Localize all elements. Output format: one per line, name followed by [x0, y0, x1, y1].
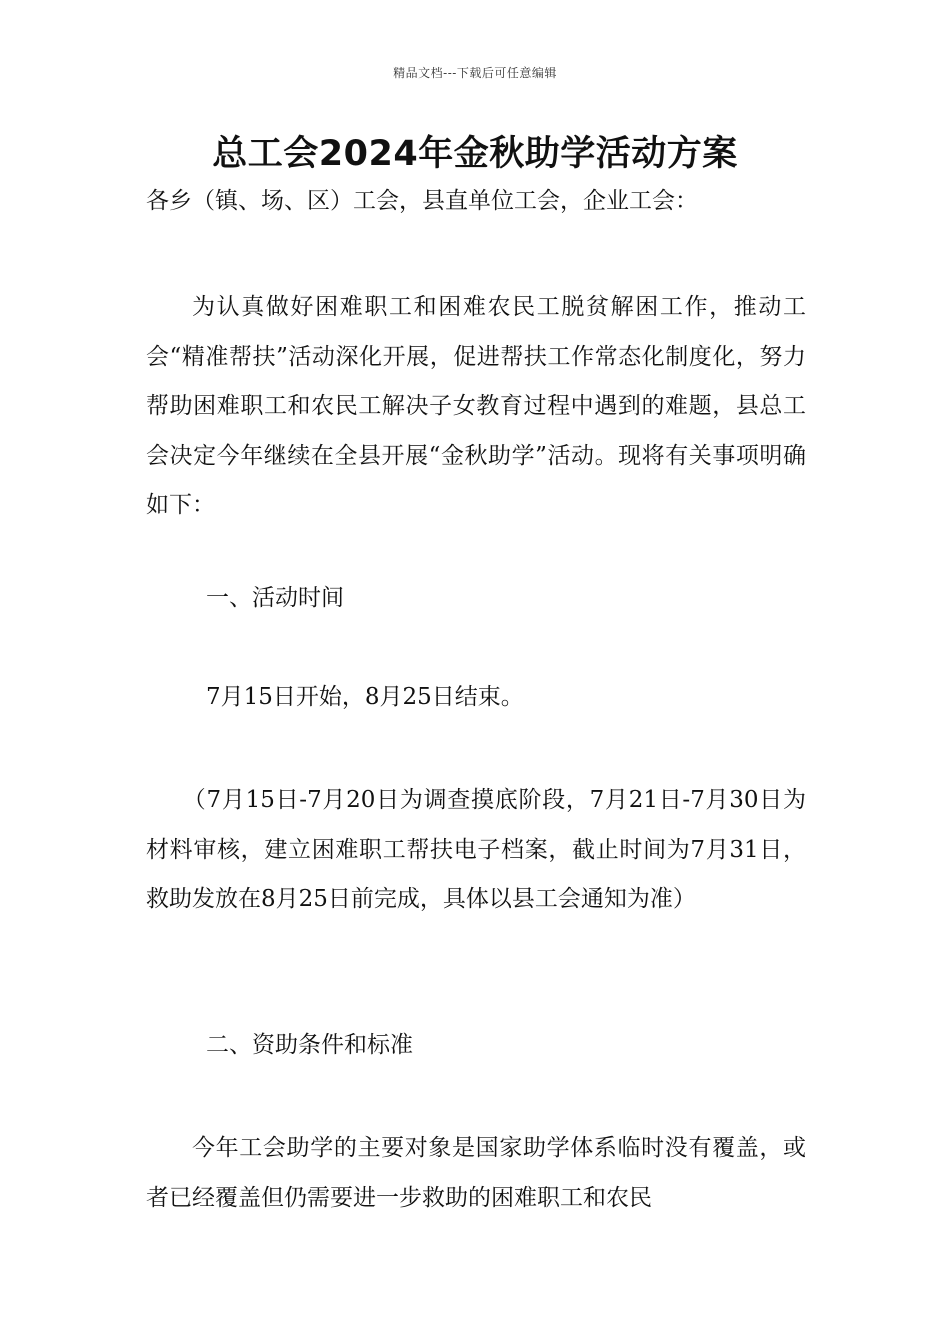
activity-date-line: 7月15日开始，8月25日结束。: [206, 684, 524, 710]
section-heading-activity-time: 一、活动时间: [206, 585, 344, 611]
aid-conditions-paragraph: 今年工会助学的主要对象是国家助学体系临时没有覆盖，或者已经覆盖但仍需要进一步救助的困难职工和农民: [146, 1135, 806, 1211]
document-title: 总工会2024年金秋助学活动方案: [212, 134, 738, 174]
intro-paragraph: 为认真做好困难职工和困难农民工脱贫解困工作，推动工会“精准帮扶”活动深化开展，促进帮扶工作常态化制度化，努力帮助困难职工和农民工解决子女教育过程中遇到的难题，县总工会决定今年继续在全县开展“金秋助学”活动。现将有关事项明确如下：: [146, 294, 806, 518]
header-watermark-text: 精品文档---下载后可任意编辑: [393, 66, 557, 80]
section-heading-aid-conditions: 二、资助条件和标准: [206, 1032, 413, 1058]
salutation: 各乡（镇、场、区）工会，县直单位工会，企业工会：: [146, 188, 698, 214]
activity-time-detail-paragraph: （7月15日-7月20日为调查摸底阶段，7月21日-7月30日为材料审核，建立困难职工帮扶电子档案，截止时间为7月31日，救助发放在8月25日前完成，具体以县工会通知为准）: [146, 787, 806, 912]
